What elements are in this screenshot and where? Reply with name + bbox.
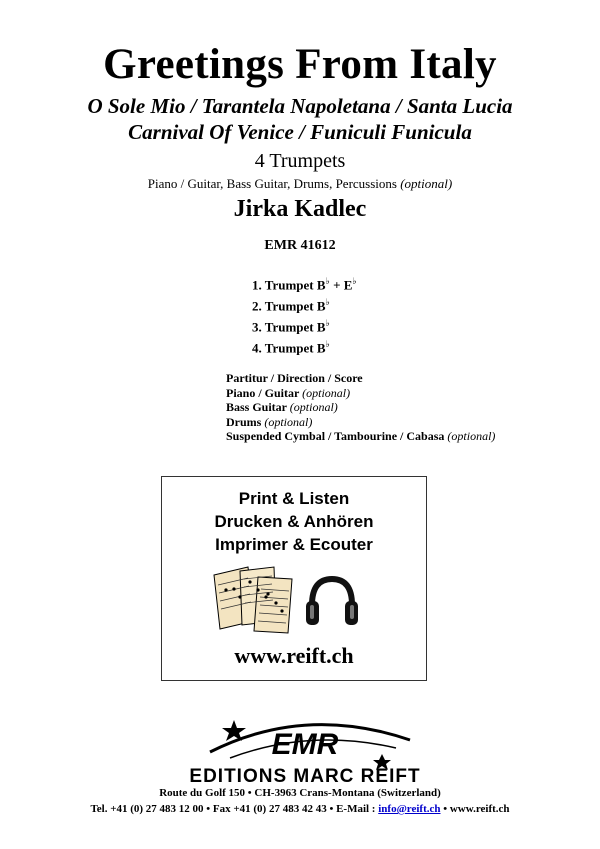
flat-sign: ♭ [325,276,330,286]
contents-item [226,400,495,415]
instrumentation: 4 Trumpets [254,150,346,172]
contents-text: Partitur / Direction / Score [226,371,363,385]
contents-item [226,429,495,444]
subtitle-line-1: O Sole Mio / Tarantela Napoletana / Santa Lucia [87,94,513,118]
flat-sign: ♭ [325,318,330,328]
page-title: Greetings From Italy [103,41,497,88]
part-label: 4. Trumpet B [252,340,326,356]
contents-item [226,386,495,401]
print-listen-box[interactable] [161,476,427,681]
promo-text [162,487,426,556]
contact-website: • www.reift.ch [440,803,510,815]
part-item [252,334,357,355]
contents-text: Drums [226,414,265,429]
part-extra: + E [329,277,353,293]
composer: Jirka Kadlec [233,196,367,222]
part-label: 3. Trumpet B [252,319,326,335]
contents-text: Piano / Guitar [226,385,303,400]
promo-line-3: Imprimer & Ecouter [215,535,373,554]
part-item [252,271,357,292]
promo-line-2: Drucken & Anhören [214,512,374,531]
contents-text: Suspended Cymbal / Tambourine / Cabasa [226,429,448,444]
emr-logo [160,710,450,790]
part-label: 2. Trumpet B [252,298,326,314]
catalog-number: EMR 41612 [264,238,336,253]
contents-optional: (optional) [302,385,351,400]
accompaniment [0,176,600,192]
website-link[interactable]: www.reift.ch [234,643,354,668]
sheet-music-icon [210,563,296,635]
contents-optional: (optional) [289,400,338,415]
part-item [252,292,357,313]
promo-line-1: Print & Listen [238,489,350,508]
accompaniment-optional: (optional) [400,176,453,191]
part-label: 1. Trumpet B [252,277,326,293]
contents-item [226,415,495,430]
logo-mark: EMR [271,728,339,761]
email-link[interactable]: info@reift.ch [378,803,441,815]
contents-item [226,371,495,386]
logo-name: EDITIONS MARC REIFT [189,766,421,787]
headphones-icon [302,571,362,631]
address-line-2 [0,803,600,815]
flat-sign: ♭ [352,276,357,286]
parts-list [252,271,357,355]
contents-text: Bass Guitar [226,400,290,415]
part-item [252,313,357,334]
accompaniment-text: Piano / Guitar, Bass Guitar, Drums, Percussions [147,176,397,191]
address-line-1: Route du Golf 150 • CH-3963 Crans-Montana (Switzerland) [159,787,441,799]
subtitle-line-2: Carnival Of Venice / Funiculi Funicula [128,120,472,144]
flat-sign: ♭ [325,297,330,307]
contents-optional: (optional) [264,414,313,429]
flat-sign: ♭ [325,339,330,349]
contents-optional: (optional) [447,429,496,444]
contact-text: Tel. +41 (0) 27 483 12 00 • Fax +41 (0) 27 483 42 43 • E-Mail : [90,803,379,815]
contents-list [226,371,495,444]
